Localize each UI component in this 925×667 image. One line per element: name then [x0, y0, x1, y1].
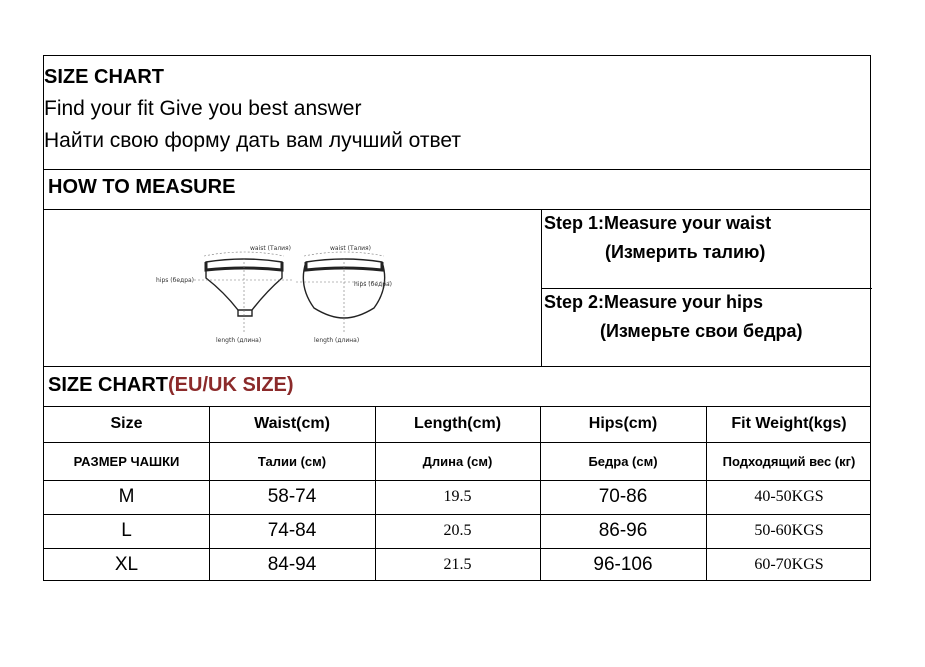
step1-russian: (Измерить талию): [605, 242, 766, 262]
size-chart-heading-accent: (EU/UK SIZE): [168, 374, 294, 396]
length-label-right: length (длина): [314, 337, 360, 344]
waist-label-right: waist (Талия): [330, 245, 372, 252]
divider: [44, 169, 870, 170]
briefs-diagram-icon: [154, 234, 394, 364]
table-cell-weight: 60-70KGS: [754, 555, 824, 573]
table-cell-size: XL: [114, 553, 139, 575]
table-cell-length: 20.5: [443, 522, 472, 539]
hips-label-right-outer: hips (бедра): [354, 281, 393, 288]
table-cell-hips: 86-96: [598, 520, 648, 541]
table-cell-weight: 50-60KGS: [754, 522, 824, 539]
size-chart-heading-main: SIZE CHART: [48, 374, 168, 396]
divider: [44, 366, 870, 367]
table-cell-length: 21.5: [443, 555, 472, 573]
divider: [706, 406, 707, 581]
column-header-hips: Hips(cm): [588, 415, 658, 432]
divider: [375, 406, 376, 581]
table-cell-size: L: [121, 520, 132, 541]
step1-english: Step 1:Measure your waist: [544, 213, 772, 233]
column-header-length-ru: Длина (см): [422, 453, 493, 469]
table-cell-waist: 58-74: [267, 486, 317, 507]
table-cell-waist: 84-94: [267, 553, 317, 575]
column-header-weight-ru: Подходящий вес (кг): [722, 453, 856, 469]
divider: [209, 406, 210, 581]
divider: [44, 209, 870, 210]
table-cell-length: 19.5: [443, 488, 472, 505]
column-header-hips-ru: Бедра (см): [588, 453, 658, 469]
hips-label-left: hips (бедра): [156, 277, 195, 284]
table-cell-waist: 74-84: [267, 520, 317, 541]
subtitle-english: Find your fit Give you best answer: [44, 97, 362, 120]
column-header-waist: Waist(cm): [254, 415, 330, 432]
divider: [540, 406, 541, 581]
size-chart-frame: [43, 55, 871, 581]
subtitle-russian: Найти свою форму дать вам лучший ответ: [44, 129, 462, 152]
measurement-diagram: [154, 234, 394, 364]
column-header-size: Size: [110, 415, 143, 432]
step2-russian: (Измерьте свои бедра): [600, 321, 803, 341]
divider: [541, 288, 872, 289]
column-header-weight: Fit Weight(kgs): [731, 415, 847, 432]
chart-title: SIZE CHART: [44, 66, 164, 88]
length-label-left: length (длина): [216, 337, 262, 344]
waist-label-left: waist (Талия): [250, 245, 292, 252]
column-header-size-ru: РАЗМЕР ЧАШКИ: [73, 453, 180, 469]
table-cell-hips: 70-86: [598, 486, 648, 507]
table-cell-hips: 96-106: [593, 553, 653, 575]
step2-english: Step 2:Measure your hips: [544, 292, 764, 312]
column-header-waist-ru: Талии (см): [257, 453, 327, 469]
size-chart-heading: [48, 374, 294, 397]
table-cell-weight: 40-50KGS: [754, 488, 824, 505]
column-header-length: Length(cm): [413, 415, 502, 432]
table-cell-size: M: [118, 486, 135, 507]
how-to-measure-heading: HOW TO MEASURE: [48, 176, 236, 198]
